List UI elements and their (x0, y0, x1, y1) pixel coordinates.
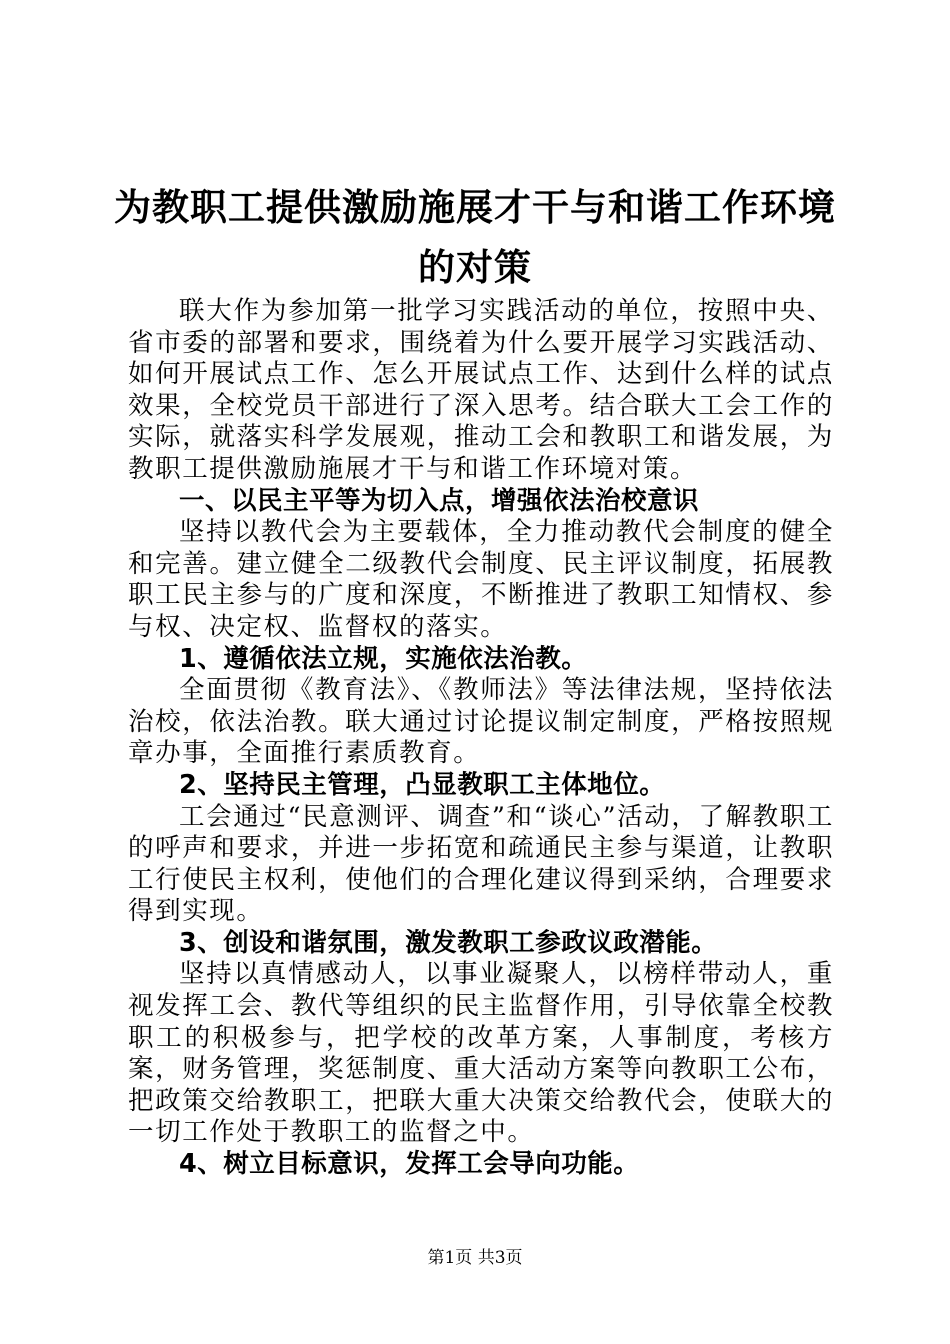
page-number-footer: 第1页 共3页 (427, 1248, 523, 1268)
subheading-2: 2、坚持民主管理，凸显教职工主体地位。 (179, 769, 666, 800)
document-body (128, 296, 834, 1181)
intro-paragraph: 联大作为参加第一批学习实践活动的单位，按照中央、省市委的部署和要求，围绕着为什么要开展学习实践活动、如何开展试点工作、怎么开展试点工作、达到什么样的试点效果，全校党员干部进行了深入思考。结合联大工会工作的实际，就落实科学发展观，推动工会和教职工和谐发展，为教职工提供激励施展才干与和谐工作环境对策。 (128, 296, 834, 484)
subsection-3-paragraph: 坚持以真情感动人，以事业凝聚人，以榜样带动人，重视发挥工会、教代等组织的民主监督作用，引导依靠全校教职工的积极参与，把学校的改革方案，人事制度，考核方案，财务管理，奖惩制度、重大活动方案等向教职工公布，把政策交给教职工，把联大重大决策交给教代会，使联大的一切工作处于教职工的监督之中。 (128, 959, 834, 1148)
subsection-1-paragraph: 全面贯彻《教育法》、《教师法》等法律法规，坚持依法治校，依法治教。联大通过讨论提议制定制度，严格按照规章办事，全面推行素质教育。 (128, 675, 834, 769)
subheading-3: 3、创设和谐氛围，激发教职工参政议政潜能。 (179, 927, 718, 958)
subheading-1: 1、遵循依法立规，实施依法治教。 (179, 643, 588, 674)
document-title: 为教职工提供激励施展才干与和谐工作环境的对策 (114, 186, 836, 289)
section-1-paragraph: 坚持以教代会为主要载体，全力推动教代会制度的健全和完善。建立健全二级教代会制度、民主评议制度，拓展教职工民主参与的广度和深度，不断推进了教职工知情权、参与权、决定权、监督权的落实。 (128, 517, 834, 642)
subheading-4: 4、树立目标意识，发挥工会导向功能。 (179, 1149, 640, 1180)
section-heading-1: 一、以民主平等为切入点，增强依法治校意识 (179, 485, 700, 516)
subsection-2-paragraph: 工会通过“民意测评、调查”和“谈心”活动，了解教职工的呼声和要求，并进一步拓宽和疏通民主参与渠道，让教职工行使民主权利，使他们的合理化建议得到采纳，合理要求得到实现。 (128, 801, 834, 927)
